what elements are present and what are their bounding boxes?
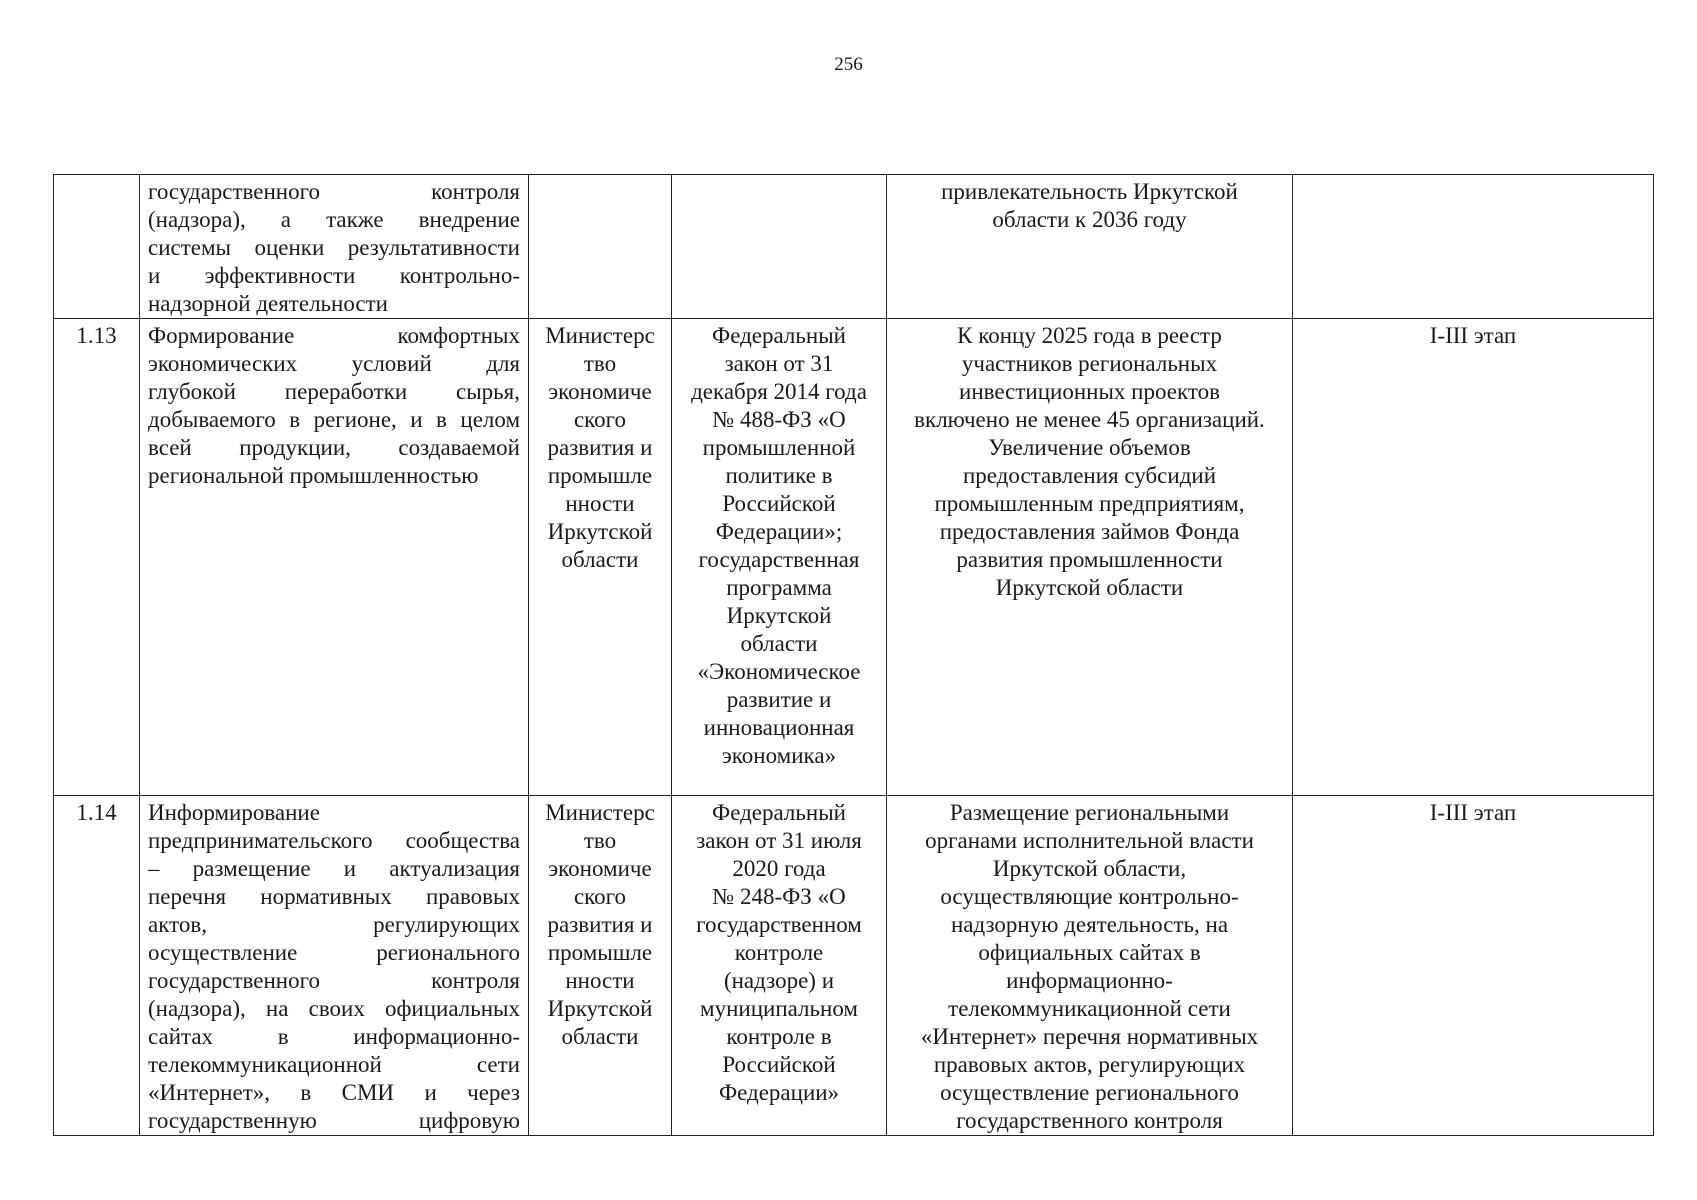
measure-line: надзорной деятельности	[148, 291, 388, 316]
table-row	[54, 796, 1654, 1136]
basis-line: промышленной	[702, 435, 856, 460]
measure-line: региональной промышленностью	[148, 463, 479, 488]
measure-line: и эффективности контрольно-	[148, 263, 520, 288]
row-number-cell	[54, 175, 140, 319]
basis-line: развитие и	[726, 687, 832, 712]
executor-line: нности	[565, 491, 635, 516]
measure-line: предпринимательского сообщества	[148, 828, 520, 853]
executor-cell	[529, 319, 672, 796]
term-text: I-III этап	[1429, 323, 1517, 348]
page-number: 256	[834, 54, 863, 75]
basis-line: «Экономическое	[697, 659, 861, 684]
measures-table	[53, 174, 1654, 1136]
term-text: I-III этап	[1429, 800, 1517, 825]
measure-line: системы оценки результативности	[148, 235, 520, 260]
result-cell	[887, 319, 1293, 796]
measure-cell	[140, 319, 529, 796]
basis-line: инновационная	[703, 715, 855, 740]
measure-line: экономических условий для	[148, 351, 520, 376]
result-line: Иркутской области,	[992, 856, 1187, 881]
row-number: 1.14	[76, 800, 117, 825]
result-line: Размещение региональными	[949, 800, 1230, 825]
basis-line: государственном	[696, 912, 862, 937]
executor-line: области	[561, 1024, 639, 1049]
measure-line: добываемого в регионе, и в целом	[148, 407, 520, 432]
measure-line: «Интернет», в СМИ и через	[148, 1080, 520, 1105]
basis-line: политике в	[725, 463, 833, 488]
measure-line: – размещение и актуализация	[148, 856, 520, 881]
result-line: развития промышленности	[956, 547, 1223, 572]
executor-line: развития и	[547, 435, 653, 460]
result-line: правовых актов, регулирующих	[933, 1052, 1246, 1077]
table-row	[54, 175, 1654, 319]
term-cell	[1293, 175, 1654, 319]
result-cell	[887, 175, 1293, 319]
row-number-cell	[54, 796, 140, 1136]
measure-line: государственную цифровую	[148, 1108, 520, 1133]
executor-line: Министерс	[545, 323, 655, 348]
basis-line: декабря 2014 года	[691, 379, 867, 404]
basis-line: Федерации»;	[715, 519, 843, 544]
result-cell	[887, 796, 1293, 1136]
result-line: инвестиционных проектов	[959, 379, 1220, 404]
basis-line: Федерации»	[718, 1080, 840, 1105]
basis-line: экономика»	[721, 743, 837, 768]
result-line: Увеличение объемов	[988, 435, 1191, 460]
result-line: предоставления займов Фонда	[939, 519, 1240, 544]
result-line: телекоммуникационной сети	[948, 996, 1231, 1021]
executor-line: ского	[573, 407, 627, 432]
measure-cell	[140, 175, 529, 319]
legal-basis-cell	[672, 175, 887, 319]
measure-line: перечня нормативных правовых	[148, 884, 520, 909]
executor-line: тво	[583, 351, 617, 376]
basis-line: закон от 31	[724, 351, 834, 376]
term-cell	[1293, 319, 1654, 796]
row-number: 1.13	[76, 323, 117, 348]
executor-cell	[529, 175, 672, 319]
executor-line: Министерс	[545, 800, 655, 825]
measure-cell	[140, 796, 529, 1136]
basis-line: № 488-ФЗ «О	[712, 407, 846, 432]
result-line: участников региональных	[961, 351, 1218, 376]
executor-line: промышле	[547, 940, 653, 965]
executor-line: экономиче	[548, 856, 652, 881]
result-line: осуществление регионального	[940, 1080, 1239, 1105]
basis-line: государственная	[698, 547, 860, 572]
measure-line: государственного контроля	[148, 968, 520, 993]
measure-line: телекоммуникационной сети	[148, 1052, 520, 1077]
basis-line: области	[740, 631, 818, 656]
executor-line: ского	[573, 884, 627, 909]
result-line: «Интернет» перечня нормативных	[920, 1024, 1259, 1049]
executor-line: области	[561, 547, 639, 572]
basis-line: контроле	[734, 940, 824, 965]
measure-line: Формирование комфортных	[148, 323, 520, 348]
result-line: надзорную деятельность, на	[950, 912, 1229, 937]
legal-basis-cell	[672, 796, 887, 1136]
result-line: информационно-	[1006, 968, 1173, 993]
basis-line: муниципальном	[700, 996, 858, 1021]
term-cell	[1293, 796, 1654, 1136]
executor-line: Иркутской	[547, 519, 653, 544]
basis-line: программа	[726, 575, 832, 600]
measure-line: сайтах в информационно-	[148, 1024, 520, 1049]
result-line: К концу 2025 года в реестр	[957, 323, 1222, 348]
row-number-cell	[54, 319, 140, 796]
result-line: привлекательность Иркутской	[941, 179, 1238, 204]
executor-line: промышле	[547, 463, 653, 488]
basis-line: Иркутской	[726, 603, 832, 628]
result-line: официальных сайтах в	[978, 940, 1201, 965]
executor-line: тво	[583, 828, 617, 853]
basis-line: Федеральный	[712, 323, 846, 348]
measure-line: (надзора), на своих официальных	[148, 996, 520, 1021]
result-line: государственного контроля	[956, 1108, 1223, 1133]
result-line: предоставления субсидий	[962, 463, 1217, 488]
measure-line: осуществление регионального	[148, 940, 520, 965]
table-row	[54, 319, 1654, 796]
result-line: области к 2036 году	[992, 207, 1187, 232]
basis-line: Российской	[722, 1052, 836, 1077]
basis-line: Федеральный	[712, 800, 846, 825]
executor-line: экономиче	[548, 379, 652, 404]
result-line: промышленным предприятиям,	[934, 491, 1245, 516]
result-line: органами исполнительной власти	[925, 828, 1254, 853]
measure-line: глубокой переработки сырья,	[148, 379, 520, 404]
measure-line: актов, регулирующих	[148, 912, 520, 937]
result-line: осуществляющие контрольно-	[940, 884, 1239, 909]
legal-basis-cell	[672, 319, 887, 796]
executor-line: нности	[565, 968, 635, 993]
measure-line: государственного контроля	[148, 179, 520, 204]
basis-line: (надзоре) и	[723, 968, 835, 993]
basis-line: Российской	[722, 491, 836, 516]
result-line: Иркутской области	[995, 575, 1184, 600]
executor-cell	[529, 796, 672, 1136]
executor-line: Иркутской	[547, 996, 653, 1021]
measure-line: всей продукции, создаваемой	[148, 435, 520, 460]
basis-line: 2020 года	[732, 856, 826, 881]
measure-line: Информирование	[148, 800, 320, 825]
executor-line: развития и	[547, 912, 653, 937]
basis-line: № 248-ФЗ «О	[712, 884, 846, 909]
basis-line: закон от 31 июля	[696, 828, 862, 853]
measure-line: (надзора), а также внедрение	[148, 207, 520, 232]
result-line: включено не менее 45 организаций.	[914, 407, 1265, 432]
basis-line: контроле в	[726, 1024, 832, 1049]
